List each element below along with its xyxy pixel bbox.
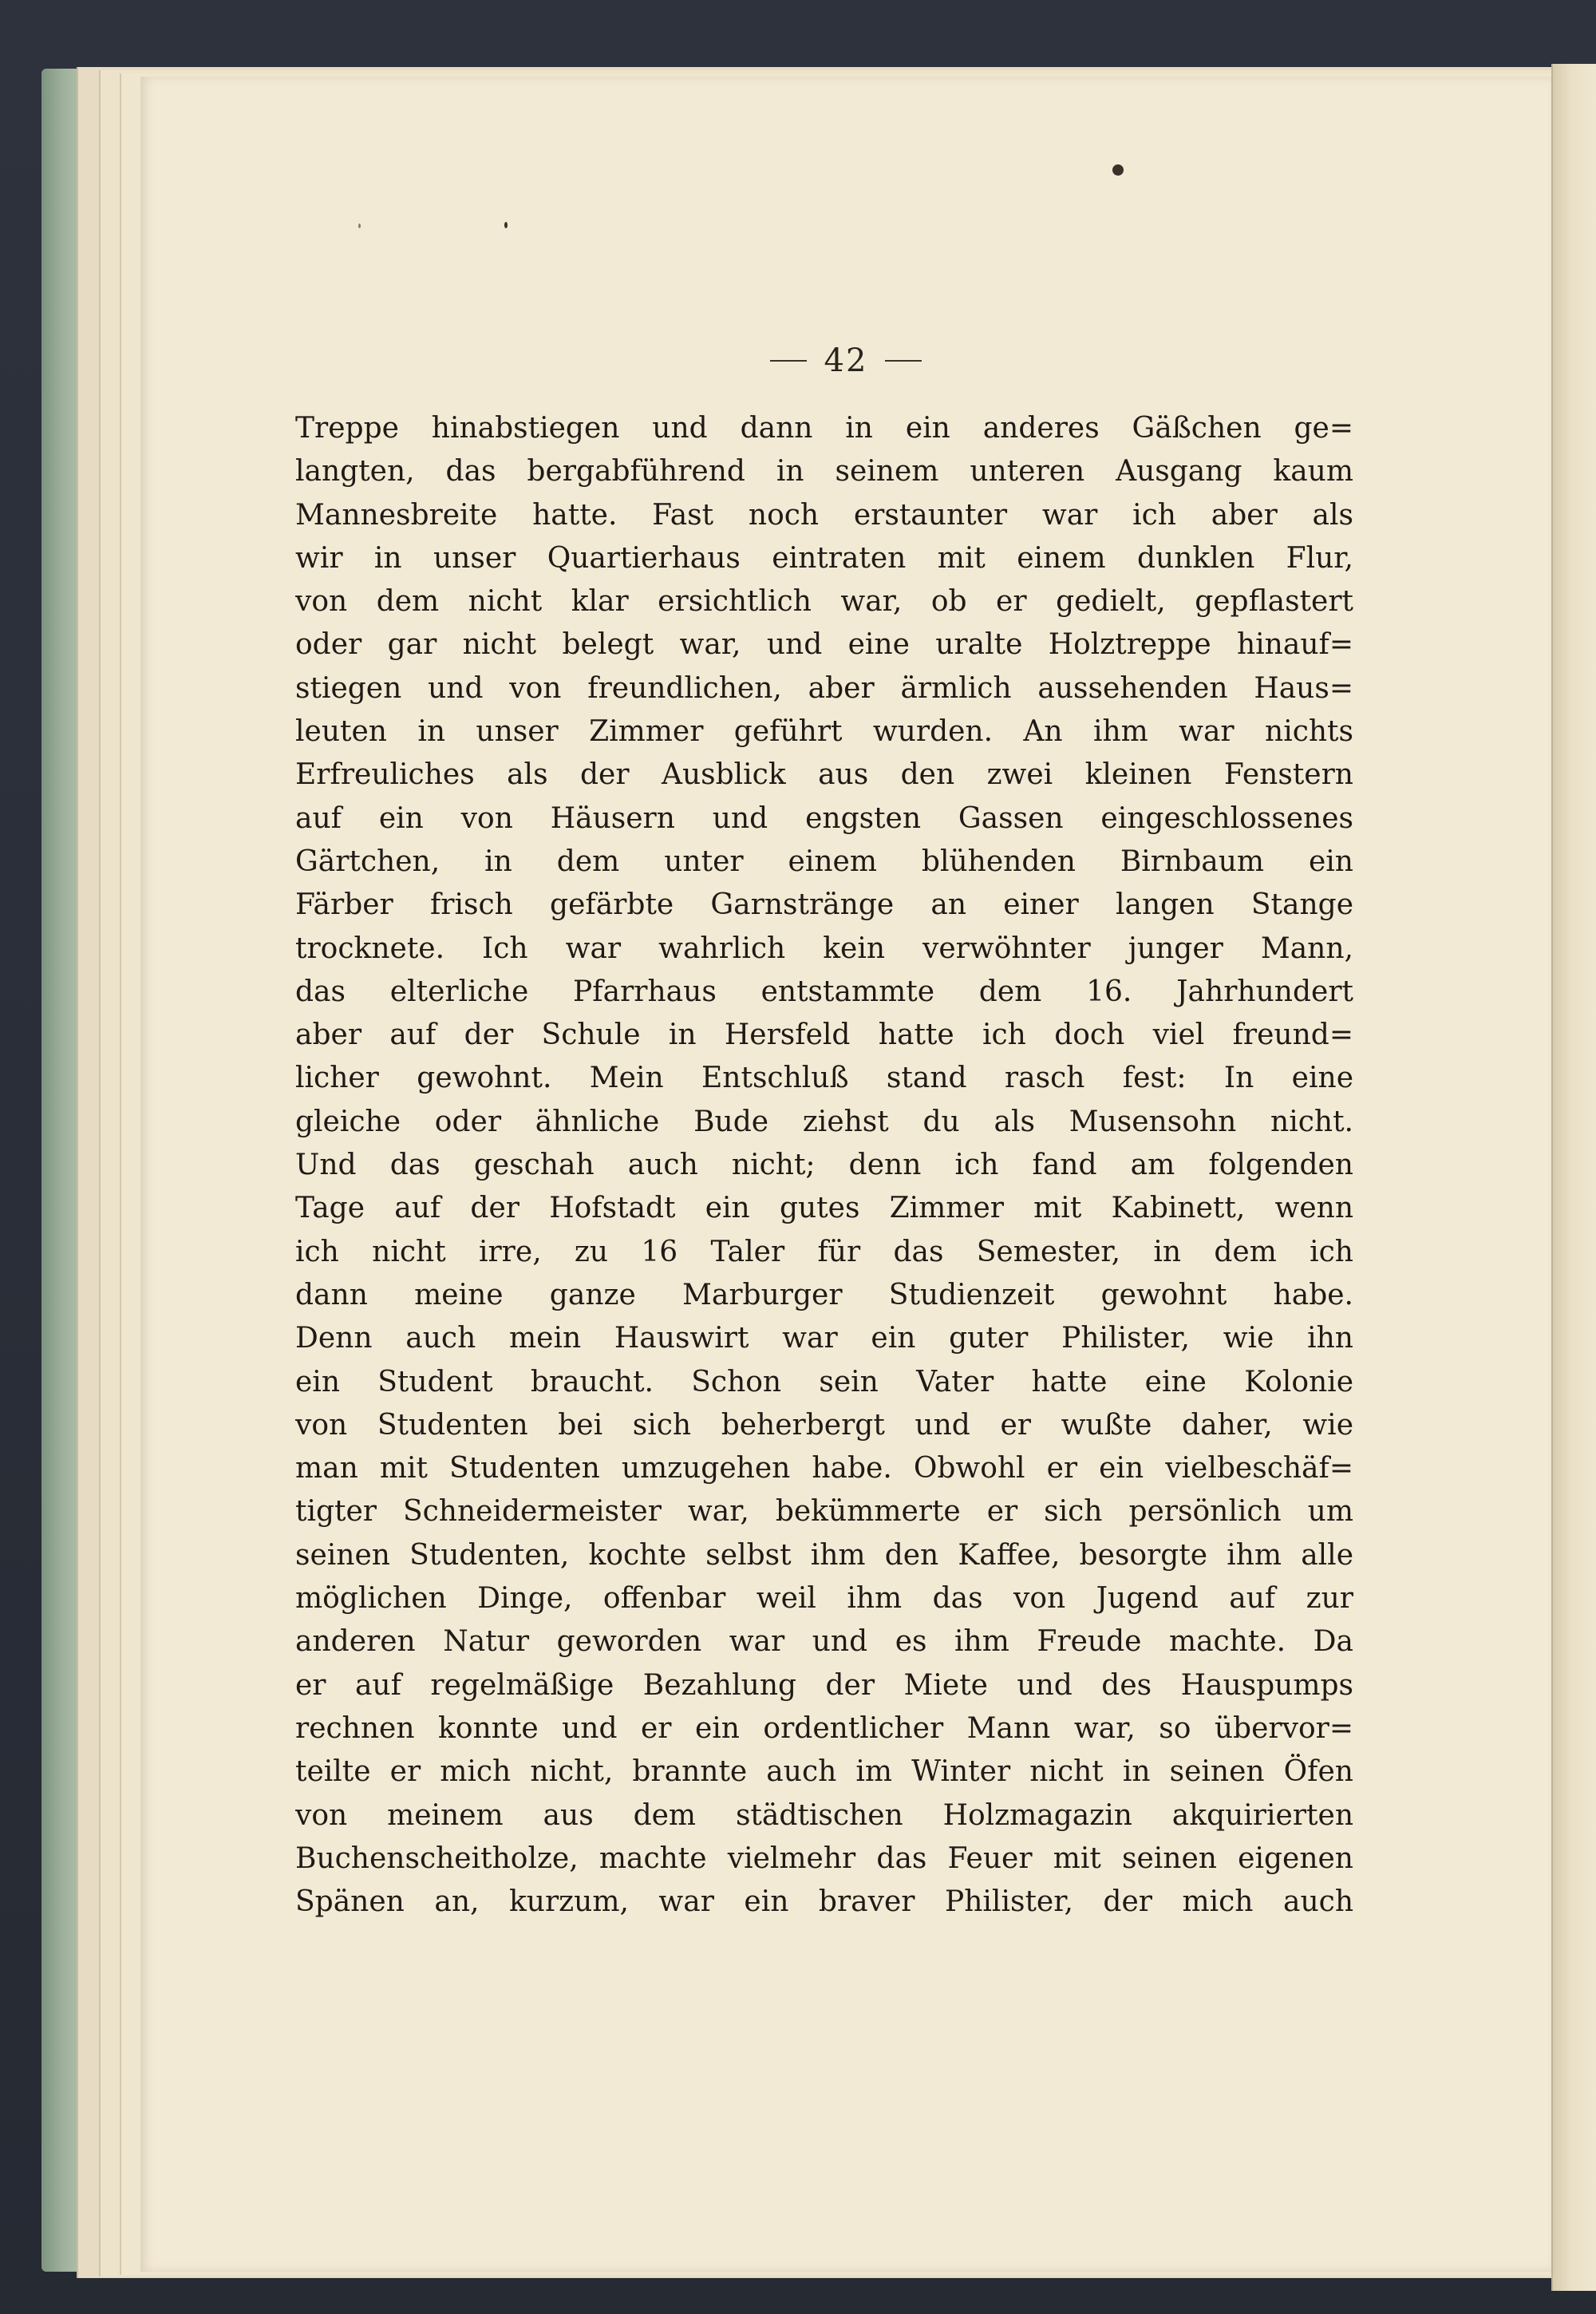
dash-right: [885, 360, 922, 362]
text-line: Und das geschah auch nicht; denn ich fand am folgenden: [295, 1149, 1353, 1182]
text-line: von meinem aus dem städtischen Holzmagazin akquirierten: [295, 1798, 1353, 1832]
text-line: Denn auch mein Hauswirt war ein guter Philister, wie ihn: [295, 1322, 1353, 1355]
text-line: aber auf der Schule in Hersfeld hatte ich doch viel freund=: [295, 1019, 1353, 1052]
text-line: man mit Studenten umzugehen habe. Obwohl er ein vielbeschäf=: [295, 1452, 1353, 1485]
text-line: stiegen und von freundlichen, aber ärmlich aussehenden Haus=: [295, 671, 1353, 705]
text-line: teilte er mich nicht, brannte auch im Winter nicht in seinen Öfen: [295, 1755, 1353, 1789]
text-line: Mannesbreite hatte. Fast noch erstaunter war ich aber als: [295, 498, 1353, 532]
text-line: gleiche oder ähnliche Bude ziehst du als Musensohn nicht.: [295, 1105, 1353, 1138]
text-line: Treppe hinabstiegen und dann in ein anderes Gäßchen ge=: [295, 412, 1353, 445]
text-line: trocknete. Ich war wahrlich kein verwöhnter junger Mann,: [295, 932, 1353, 965]
text-line: Färber frisch gefärbte Garnstränge an einer langen Stange: [295, 888, 1353, 922]
ink-speck: [1112, 164, 1124, 176]
body-text: [295, 407, 1353, 1924]
text-line: Erfreuliches als der Ausblick aus den zwei kleinen Fenstern: [295, 758, 1353, 792]
text-line: rechnen konnte und er ein ordentlicher Mann war, so übervor=: [295, 1711, 1353, 1745]
text-line: langten, das bergabführend in seinem unteren Ausgang kaum: [295, 455, 1353, 489]
next-page-edge: [1551, 64, 1596, 2291]
text-line: leuten in unser Zimmer geführt wurden. An ihm war nichts: [295, 715, 1353, 749]
text-line: anderen Natur geworden war und es ihm Freude machte. Da: [295, 1625, 1353, 1659]
text-line: auf ein von Häusern und engsten Gassen eingeschlossenes: [295, 801, 1353, 835]
text-line: tigter Schneidermeister war, bekümmerte er sich persönlich um: [295, 1495, 1353, 1529]
ink-speck: [358, 223, 361, 228]
ink-speck: [504, 222, 508, 228]
text-line: möglichen Dinge, offenbar weil ihm das von Jugend auf zur: [295, 1582, 1353, 1616]
text-line: von dem nicht klar ersichtlich war, ob er gedielt, gepflastert: [295, 585, 1353, 619]
text-line: Buchenscheitholze, machte vielmehr das Feuer mit seinen eigenen: [295, 1841, 1353, 1875]
text-line: Tage auf der Hofstadt ein gutes Zimmer mit Kabinett, wenn: [295, 1192, 1353, 1225]
text-line: Gärtchen, in dem unter einem blühenden Birnbaum ein: [295, 845, 1353, 878]
page-number-header: [140, 340, 1551, 379]
text-line: er auf regelmäßige Bezahlung der Miete und des Hauspumps: [295, 1668, 1353, 1702]
text-line: licher gewohnt. Mein Entschluß stand rasch fest: In eine: [295, 1062, 1353, 1095]
text-line: ich nicht irre, zu 16 Taler für das Semester, in dem ich: [295, 1235, 1353, 1268]
text-line: Spänen an, kurzum, war ein braver Philister, der mich auch: [295, 1885, 1353, 1919]
dash-left: [770, 360, 807, 362]
text-line: von Studenten bei sich beherbergt und er wußte daher, wie: [295, 1408, 1353, 1442]
text-line: ein Student braucht. Schon sein Vater hatte eine Kolonie: [295, 1365, 1353, 1398]
text-line: oder gar nicht belegt war, und eine uralte Holztreppe hinauf=: [295, 628, 1353, 662]
text-line: wir in unser Quartierhaus eintraten mit einem dunklen Flur,: [295, 541, 1353, 575]
text-line: das elterliche Pfarrhaus entstammte dem 16. Jahrhundert: [295, 975, 1353, 1008]
text-line: dann meine ganze Marburger Studienzeit gewohnt habe.: [295, 1278, 1353, 1311]
text-line: seinen Studenten, kochte selbst ihm den Kaffee, besorgte ihm alle: [295, 1538, 1353, 1572]
page-number: 42: [824, 342, 868, 379]
